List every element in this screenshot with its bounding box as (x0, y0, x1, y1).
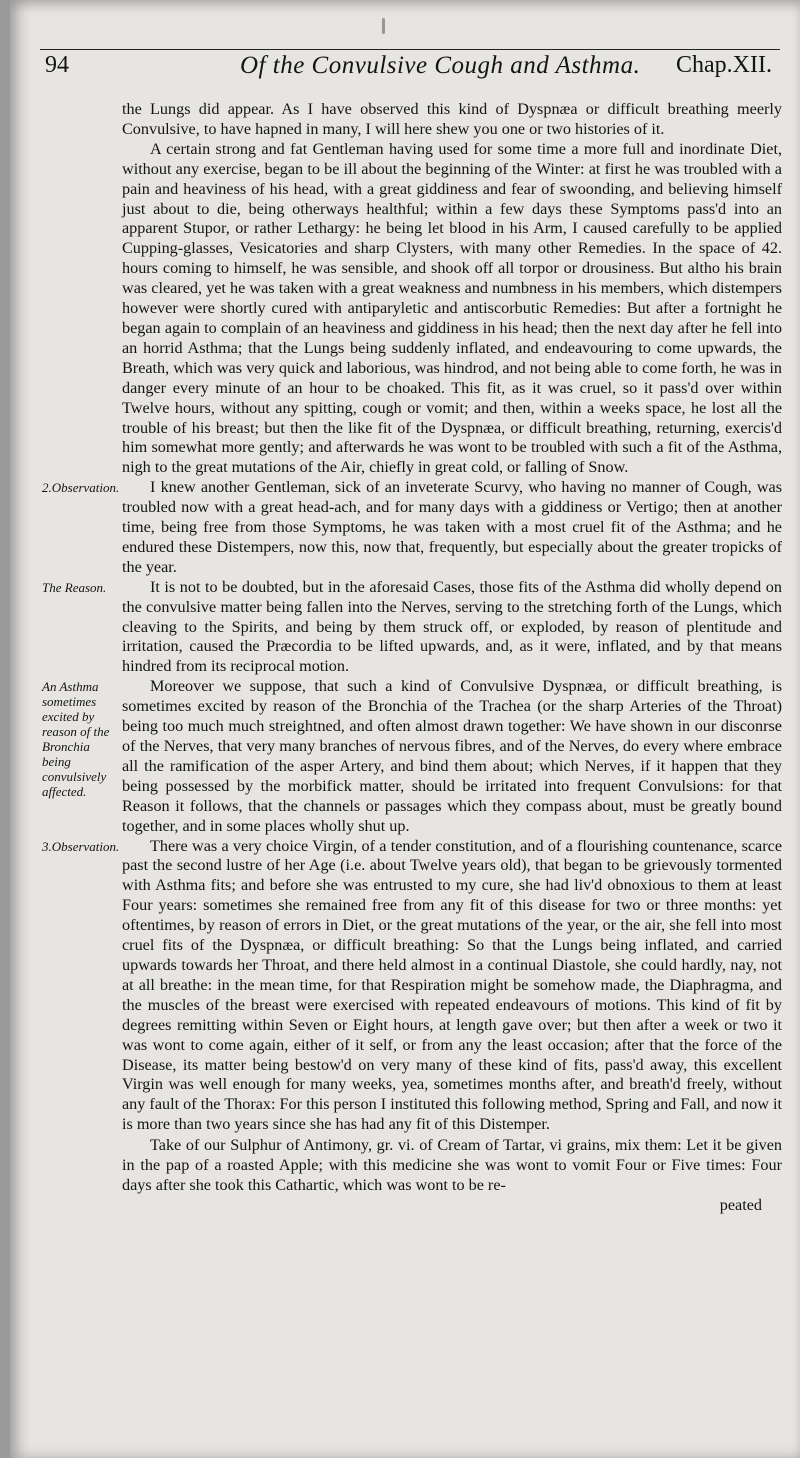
running-title: Of the Convulsive Cough and Asthma. (240, 52, 641, 79)
reason-block (42, 577, 782, 678)
chapter-label: Chap.XII. (676, 52, 772, 78)
paragraph-virgin-case: There was a very choice Virgin, of a tender constitution, and of a flourishing countenance, scarce past the second lustre of her Age (i.e. about Twelve years old), that began to be grievously tormented with Asthma fits; and before she was entrusted to my cure, she had liv'd obnoxious to them at least Four years: sometimes she remained free from any fit of this disease for two or three months: yet oftentimes, by reason of errors in Diet, or the great mutations of the year, or the air, she fell into most cruel fits of the Dyspnæa, or difficult breathing: So that the Lungs being inflated, and carried upwards towards her Throat, and there held almost in a continual Diastole, she could hardly, nay, not at all breathe: in the mean time, for that Respiration might be somehow made, the Diaphragma, and the muscles of the breast were exercised with repeated endeavours of motions. This kind of fit by degrees remitting within Seven or Eight hours, at length gave over; but then after a week or two it was wont to come again, either of it self, or from any the least occasion; after that the force of the Disease, its matter being bestow'd on very many of these kind of fits, pass'd away, this excellent Virgin was well enough for many weeks, yea, sometimes months after, and breath'd freely, without any fault of the Thorax: For this person I instituted this following method, Spring and Fall, and now it is more than two years since she has had any fit of this Distemper. (122, 836, 782, 1134)
page-number: 94 (45, 52, 69, 78)
paragraph-bronchia: Moreover we suppose, that such a kind of Convulsive Dyspnæa, or difficult breathing, is sometimes excited by reason of the Bronchia of the Trachea (or the sharp Arteries of the Throat) being too much much streightned, and often almost drawn together: We have shown in our disconrse of the Nerves, that very many branches of nervous fibres, and of the Nerves, do every where embrace all the ramification of the asper Artery, and bind them about; which Nerves, if it happen that they being possessed by the morbifick matter, should be irritated into frequent Convulsions: for that Reason it follows, that the channels or passages which they compass about, must be greatly bound together, and in some places wholly shut up. (122, 677, 782, 835)
catchword: peated (719, 1195, 762, 1214)
paragraph-continued: the Lungs did appear. As I have observed this kind of Dyspnæa or difficult breathing meerly Convulsive, to have hapned in many, I will here shew you one or two histories of it. (122, 100, 782, 138)
book-page (10, 0, 800, 1458)
ink-smudge (382, 18, 385, 34)
margin-note-observation-2: 2.Observation. (42, 480, 120, 496)
paragraph-recipe: Take of our Sulphur of Antimony, gr. vi. of Cream of Tartar, vi grains, mix them: Let it be given in the pap of a roasted Apple; with this medicine she was wont to vomit Four or Five times: Four days after she took this Cathartic, which was wont to be re- (122, 1136, 782, 1194)
observation-2-block (42, 478, 782, 578)
body-text (42, 100, 782, 1216)
paragraph-first-case: A certain strong and fat Gentleman having used for some time a more full and inordinate Diet, without any exercise, began to be ill about the beginning of the Winter: at first he was troubled with a pain and heaviness of his head, with a great giddiness and fear of swoonding, and believing himself just about to die, being otherways healthful; within a few days these Symptoms pass'd into an apparent Stupor, or rather Lethargy: he being let blood in his Arm, I caused carefully to be applied Cupping-glasses, Vesicatories and sharp Clysters, with many other Remedies. In the space of 42. hours coming to himself, he was sensible, and shook off all torpor or drousiness. But altho his brain was cleared, yet he was taken with a great weakness and numbness in his members, which distempers however were shortly cured with antiparyletic and antiscorbutic Remedies: But after a fortnight he began again to complain of an heaviness and giddiness in his head; then the next day after he fell into an horrid Asthma; that the Lungs being suddenly inflated, and endeavouring to come upwards, the Breath, which was very quick and laborious, was hindrod, and not being able to come forth, he was in danger every minute of an hour to be choaked. This fit, as it was cruel, so it pass'd over within Twelve hours, without any spitting, cough or vomit; and then, within a weeks space, he lost all the trouble of his breast; but then the like fit of the Dyspnæa, or difficult breathing, returning, exercis'd him somewhat more gently; and afterwards he was wont to be troubled with such a fit of the Asthma, nigh to the great mutations of the Air, chiefly in great cold, or falling of Snow. (122, 139, 782, 477)
observation-3-block (42, 836, 782, 1136)
paragraph-reason: It is not to be doubted, but in the aforesaid Cases, those fits of the Asthma did wholly depend on the convulsive matter being fallen into the Nerves, serving to the stretching forth of the Lungs, which cleaving to the Spirits, and being by them struck off, or exploded, by reason of plentitude and irritation, caused the Præcordia to be lifted upwards, and, as it were, inflated, and by that means hindred from its reciprocal motion. (122, 577, 782, 676)
header-rule (40, 49, 780, 50)
asthma-note-block (42, 677, 782, 836)
paragraph-second-case: I knew another Gentleman, sick of an inveterate Scurvy, who having no manner of Cough, was troubled now with a great head-ach, and for many days with a giddiness or Vertigo; then at another time, being free from those Symptoms, he was taken with a most cruel fit of the Asthma; and he endured these Distempers, now this, now that, frequently, but especially about the greater tropicks of the year. (122, 478, 782, 576)
margin-note-reason: The Reason. (42, 579, 107, 595)
margin-note-observation-3: 3.Observation. (42, 838, 120, 854)
margin-note-asthma: An Asthma sometimes excited by reason of the Bronchia being convulsively affected. (42, 679, 110, 800)
running-header (40, 52, 772, 92)
